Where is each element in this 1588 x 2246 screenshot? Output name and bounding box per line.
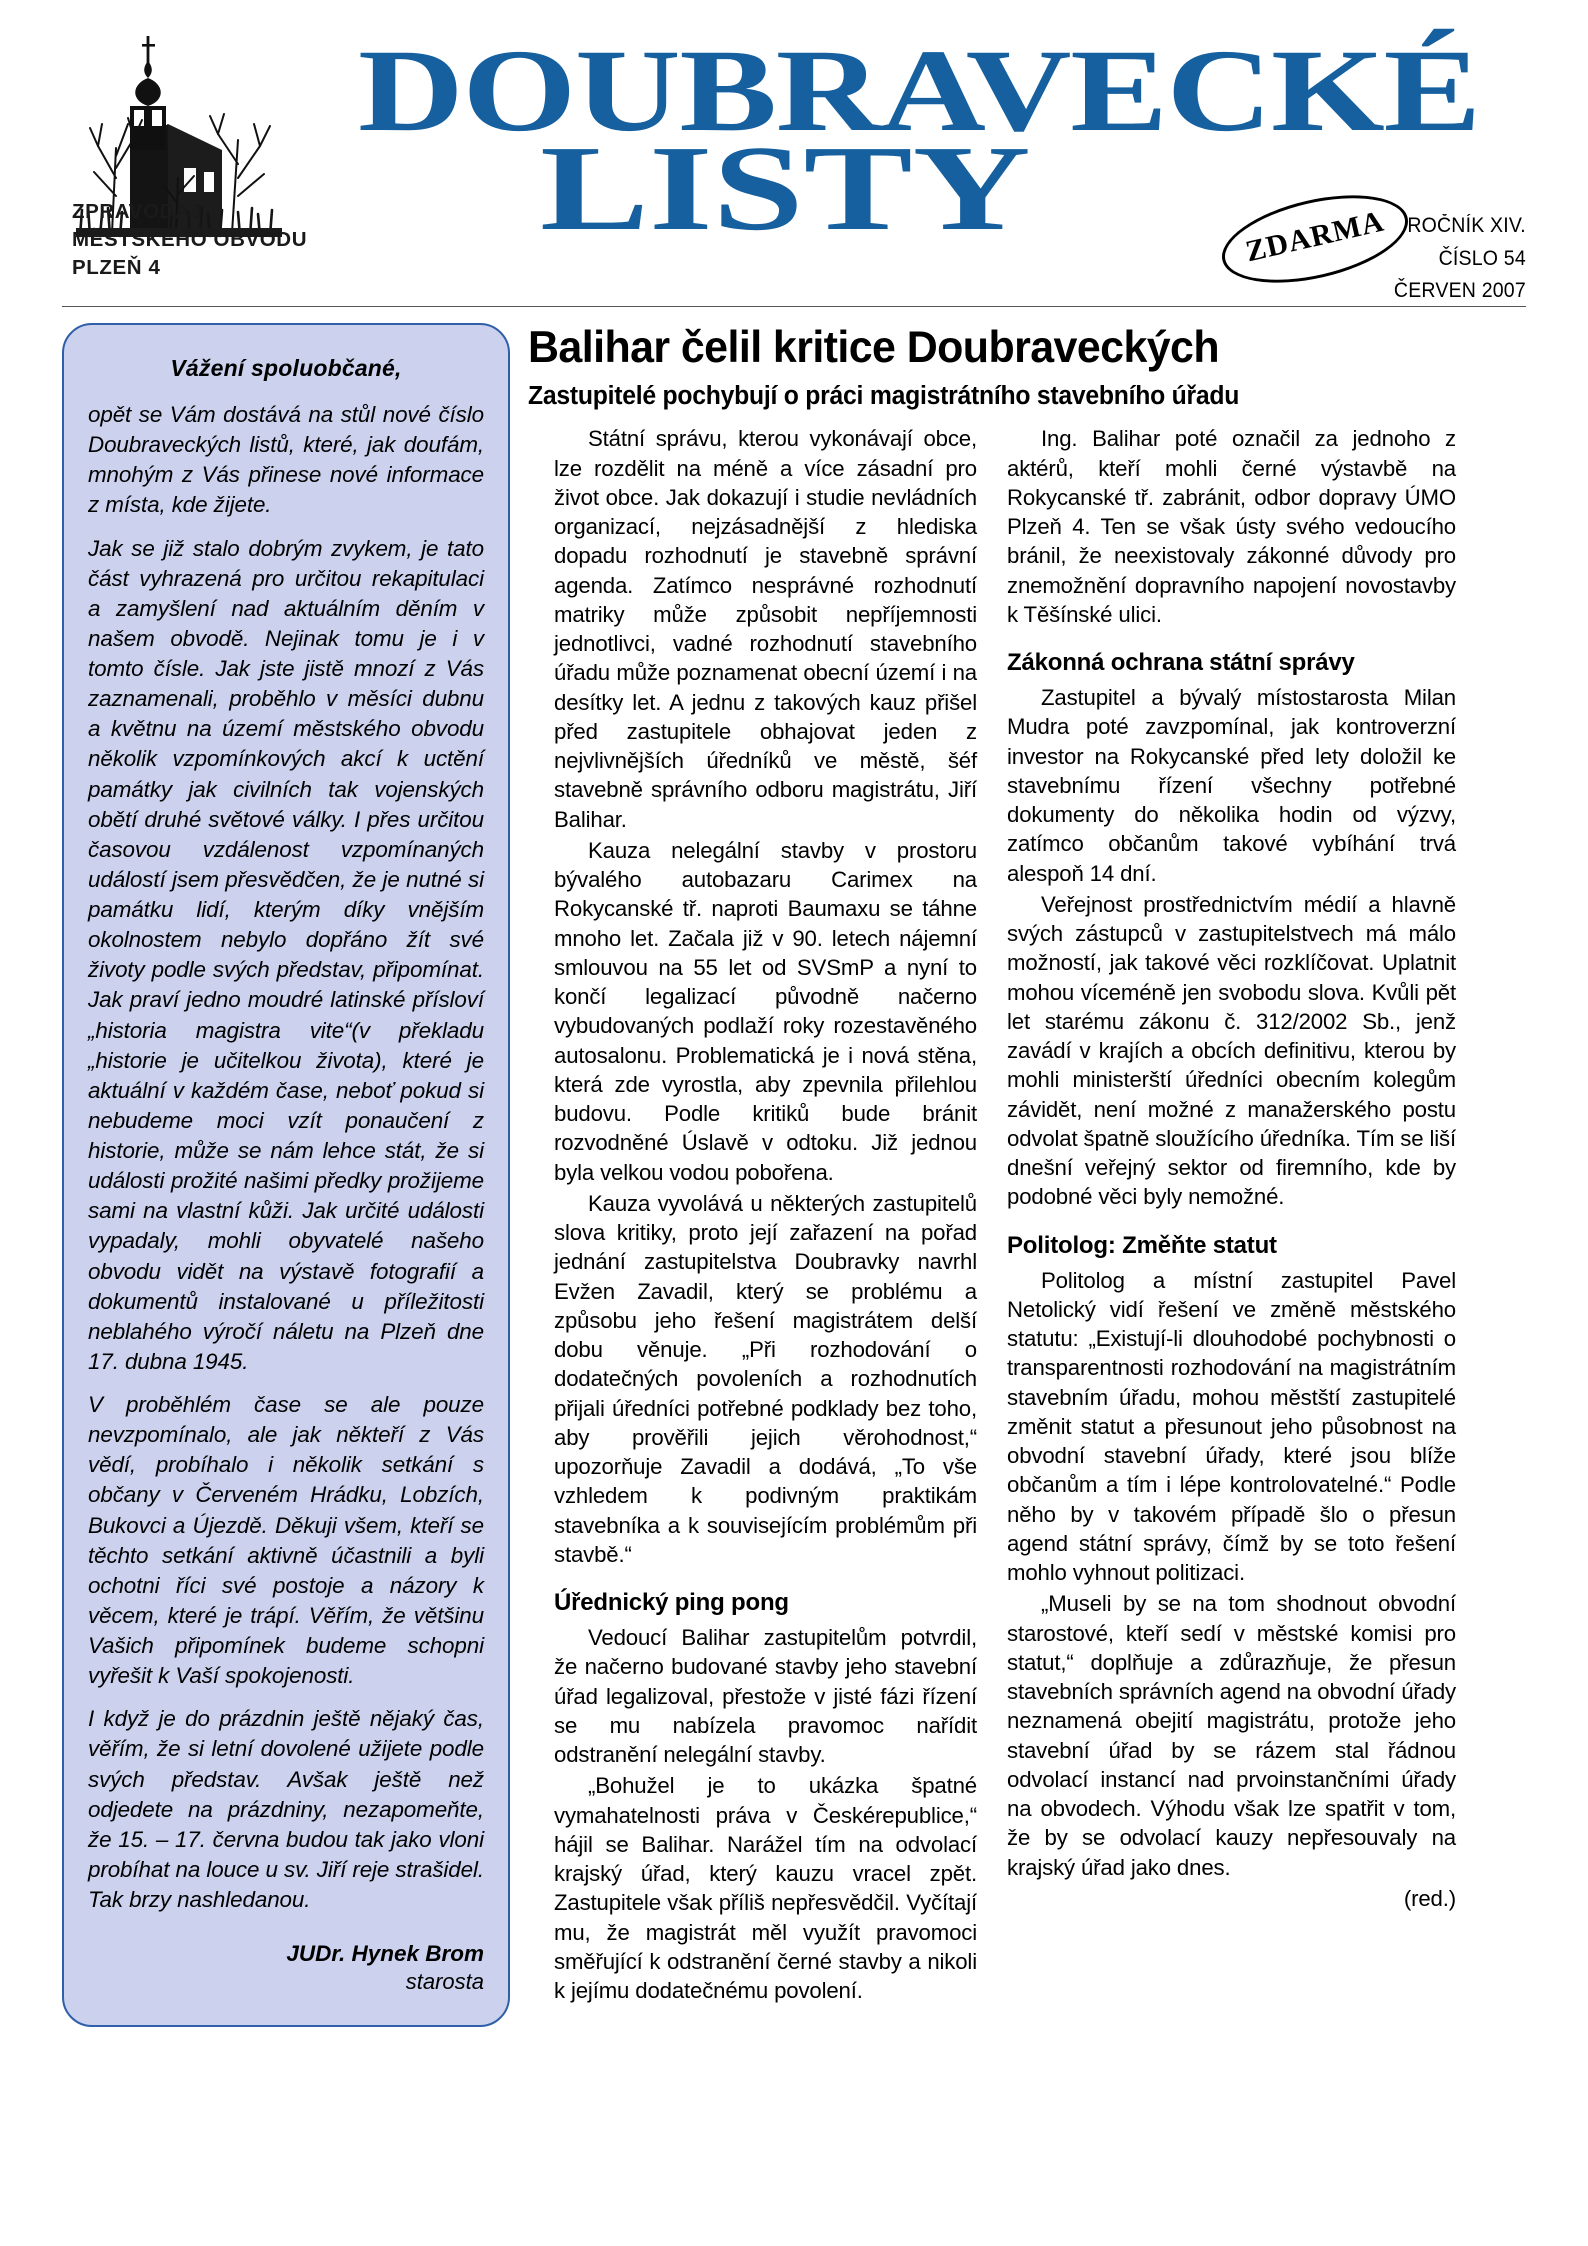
article-paragraph: „Museli by se na tom shodnout obvodní starostové, kteří sedí v městské komisi pro statut,“ doplňuje a zdůrazňuje, že přesun stavebních správních agend na obvodní úřady neznamená obejití magistrátu, protože jeho stavební úřad by se rázem stal řádnou odvolací instancí nad prvoinstančními úřady na obvodech. Výhodu však lze spatřit v tom, že by se odvolací kauzy nepřesouvaly na krajský úřad jako dnes. [1007, 1591, 1456, 1880]
issue-date: ČERVEN 2007 [1394, 279, 1526, 303]
editorial-box [62, 323, 510, 2027]
article-paragraph: Vedoucí Balihar zastupitelům potvrdil, že načerno budované stavby jeho stavební úřad legalizoval, přestože v jisté fázi řízení se mu nabízela pravomoc nařídit odstranění nelegální stavby. [554, 1625, 977, 1768]
editorial-title: Vážení spoluobčané, [170, 355, 402, 381]
article-paragraph: Kauza nelegální stavby v prostoru bývalého autobazaru Carimex na Rokycanské tř. naproti Baumaxu se táhne mnoho let. Začala již v 90. letech nájemní smlouvou na 55 let od SVSmP a nyní to končí legalizací původně načerno vybudovaných podlaží roky rozestavěného autosalonu. Problematická je i nová stěna, která zde vyrostla, aby zpevnila přilehlou budovu. Podle kritiků bude bránit rozvodněné Úslavě v odtoku. Již jednou byla velkou vodou pobořena. [554, 837, 977, 1185]
editorial-paragraph: I když je do prázdnin ještě nějaký čas, věřím, že si letní dovolené užijete podle svých představ. Avšak ještě než odjedete na prázdniny, nezapomeňte, že 15. – 17. června budou tak jako vloni probíhat na louce u sv. Jiří reje strašidel. Tak brzy nashledanou. [88, 1706, 484, 1912]
article-subheading: Zákonná ochrana státní správy [1007, 649, 1355, 677]
subtitle-line-1: ZPRAVODAJ [72, 200, 203, 223]
masthead-title-line2: LISTY [540, 121, 1031, 256]
editorial-signature-role: starosta [405, 1969, 484, 1995]
editorial-signature-name: JUDr. Hynek Brom [286, 1941, 484, 1967]
article-header [528, 325, 1526, 410]
issue-number: ČÍSLO 54 [1438, 246, 1526, 270]
article-column-right [991, 424, 1456, 2007]
article-paragraph: Ing. Balihar poté označil za jednoho z aktérů, kteří mohli černé výstavbě na Rokycanské tř. zabránit, odbor dopravy ÚMO Plzeň 4. Ten se však ústy svého vedoucího bránil, že neexistovaly zákonné důvody pro znemožnění dopravního napojení novostavby k Těšínské ulici. [1007, 426, 1456, 627]
editorial-paragraph: V proběhlém čase se ale pouze nevzpomínalo, ale jak někteří z Vás vědí, probíhalo i několik setkání s občany v Červeném Hrádku, Lobzích, Bukovci a Újezdě. Děkuji všem, kteří se těchto setkání aktivně účastnili a byli ochotni říci své postoje a názory k věcem, které je trápí. Věřím, že většinu Vašich připomínek budeme schopni vyřešit k Vaší spokojenosti. [88, 1392, 484, 1689]
article-area [528, 323, 1526, 2027]
masthead-subtitle [72, 198, 307, 282]
page-content [62, 323, 1526, 2027]
masthead [62, 0, 1526, 303]
subtitle-line-2: MĚSTSKÉHO OBVODU [72, 227, 308, 251]
article-subheading: Úřednický ping pong [554, 1589, 789, 1617]
article-paragraph: Státní správu, kterou vykonávají obce, lze rozdělit na méně a více zásadní pro život obce. Jak dokazují i studie nevládních organizací, nejzásadnější z hlediska dopadu rozhodnutí je stavebně správní agenda. Zatímco nesprávné rozhodnutí matriky může způsobit nepříjemnosti jednotlivci, vadné rozhodnutí stavebního úřadu může poznamenat obecní území i na desítky let. A jednu z takových kauz přišel před zastupitele obhajovat jeden z nejvlivnějších úředníků ve městě, šéf stavebně správního odboru magistrátu, Jiří Balihar. [554, 426, 977, 832]
article-paragraph: Politolog a místní zastupitel Pavel Netolický vidí řešení ve změně městského statutu: „Existují-li dlouhodobé pochybnosti o transparentnosti rozhodování na magistrátním stavebním úřadu, mohou městští zastupitelé změnit statut a přesunout jeho působnost na obvodní stavební úřady, které jsou blíže občanům a tím i lépe kontrolovatelné.“ Podle něho by v takovém případě šlo o přesun agend státní správy, čímž by se toto řešení mohlo vyhnout politizaci. [1007, 1267, 1456, 1586]
article-credit: (red.) [1403, 1885, 1456, 1911]
editorial-column [62, 323, 528, 2027]
article-paragraph: Veřejnost prostřednictvím médií a hlavně svých zástupců v zastupitelstvech má málo možností, jak takové věci rozklíčovat. Uplatnit mohou víceméně jen svobodu slova. Kvůli pět let starému zákonu č. 312/2002 Sb., jenž zavádí v krajích a obcích definitivu, kterou by mohli ministerští úředníci obecním kolegům závidět, není možné z manažerského postu odvolat špatně sloužícího úředníka. Tím se liší dnešní veřejný sektor od firemního, kde by podobné věci byly nemožné. [1007, 891, 1456, 1210]
free-badge [1220, 200, 1410, 278]
article-paragraph: „Bohužel je to ukázka špatné vymahatelnosti práva v Českérepublice,“ hájil se Balihar. Narážel tím na odvolací krajský úřad, který kauzu vracel zpět. Zastupitele však příliš nepřesvědčil. Vyčítají mu, že magistrát měl využít pravomoci směřující k odstranění černé stavby a nikoli k jejímu dodatečnému povolení. [554, 1773, 977, 2004]
masthead-divider [62, 306, 1526, 307]
article-column-middle [528, 424, 991, 2007]
free-badge-label: ZDARMA [1242, 204, 1388, 269]
subtitle-line-3: PLZEŇ 4 [72, 255, 161, 279]
article-kicker: Zastupitelé pochybují o práci magistrátního stavebního úřadu [528, 381, 1240, 410]
masthead-title-line1: DOUBRAVECKÉ [358, 25, 1480, 156]
article-paragraph: Kauza vyvolává u některých zastupitelů slova kritiky, proto její zařazení na pořad jednání zastupitelstva Doubravky navrhl Evžen Zavadil, který se problému a způsobu jeho řešení magistrátem delší dobu věnuje. „Při rozhodování o dodatečných povoleních a rozhodnutích přijali úředníci potřebné podklady bez toho, aby prověřili jejich věrohodnost,“ upozorňuje Zavadil a dodává, „To vše vzhledem k podivným praktikám stavebníka a k souvisejícím problémům při stavbě.“ [554, 1190, 977, 1567]
article-paragraph: Zastupitel a bývalý místostarosta Milan Mudra poté zavzpomínal, jak kontroverzní investor na Rokycanské před lety doložil ke stavebnímu řízení všechny potřebné dokumenty do několika hodin od výzvy, zatímco občanům takové vybíhání trvá alespoň 14 dní. [1007, 685, 1456, 886]
article-subheading: Politolog: Změňte statut [1007, 1231, 1277, 1259]
editorial-paragraph: Jak se již stalo dobrým zvykem, je tato část vyhrazená pro určitou rekapitulaci a zamyšlení nad aktuálním děním v našem obvodě. Nejinak tomu je i v tomto čísle. Jak jste jistě mnozí z Vás zaznamenali, proběhlo v měsíci dubnu a květnu na území městského obvodu několik vzpomínkových akcí k uctění památky jak civilních tak vojenských obětí druhé světové války. I přes určitou časovou vzdálenost vzpomínaných událostí jsem přesvědčen, že je nutné si památku lidí, kterým díky vnějším okolnostem nebylo dopřáno žít své životy podle svých představ, připomínat. Jak praví jedno moudré latinské přísloví „historia magistra vite“(v překladu „historie je učitelkou života), které je aktuální v každém čase, neboť pokud si nebudeme moci vzít ponaučení z historie, může se nám lehce stát, že si události prožité našimi předky prožijeme sami na vlastní kůži. Jak určité události vypadaly, mohli obyvatelé našeho obvodu vidět na výstavě fotografií a dokumentů instalované u příležitosti neblahého výročí náletu na Plzeň dne 17. dubna 1945. [88, 535, 484, 1374]
issue-info [1394, 210, 1526, 308]
editorial-paragraph: opět se Vám dostává na stůl nové číslo Doubraveckých listů, které, jak doufám, mnohým z Vás přinese nové informace z místa, kde žijete. [88, 402, 484, 518]
article-headline: Balihar čelil kritice Doubraveckých [528, 323, 1220, 372]
issue-volume: ROČNÍK XIV. [1407, 214, 1526, 237]
